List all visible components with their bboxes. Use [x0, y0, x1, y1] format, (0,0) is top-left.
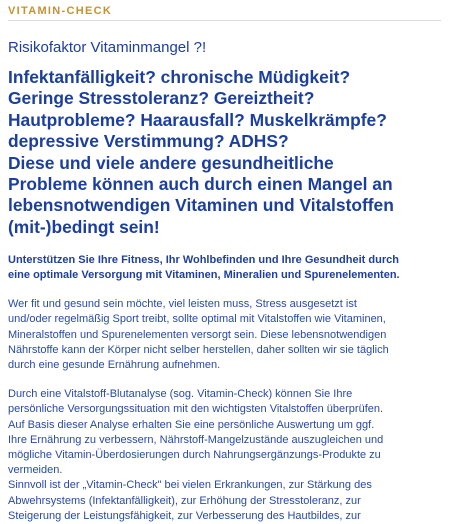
paragraph-line: und/oder regelmäßig Sport treibt, sollte optimal mit Vitalstoffen wie Vitaminen,	[8, 313, 386, 326]
headline-line: Geringe Stresstoleranz? Gereiztheit?	[8, 88, 315, 109]
paragraph-line: mögliche Vitamin-Überdosierungen durch Nahrungsergänzungs-Produkte zu	[8, 449, 381, 462]
lead-line: eine optimale Versorgung mit Vitaminen, Mineralien und Spurenelementen.	[8, 269, 400, 282]
body-paragraph-1	[8, 297, 441, 373]
brand-title: VITAMIN-CHECK	[8, 5, 113, 17]
paragraph-line: Auf Basis dieser Analyse erhalten Sie eine persönliche Auswertung um ggf.	[8, 418, 375, 431]
lead-line: Unterstützen Sie Ihre Fitness, Ihr Wohlbefinden und Ihre Gesundheit durch	[8, 254, 399, 267]
lead-paragraph	[8, 253, 441, 283]
paragraph-line: vermeiden.	[8, 464, 63, 477]
headline-block	[8, 67, 441, 238]
headline-line: (mit-)bedingt sein!	[8, 216, 160, 237]
headline-line: depressive Verstimmung? ADHS?	[8, 131, 289, 152]
headline-line: Diese und viele andere gesundheitliche	[8, 152, 334, 173]
headline-line: Infektanfälligkeit? chronische Müdigkeit?	[8, 67, 351, 87]
headline-line: lebensnotwendigen Vitaminen und Vitalstoffen	[8, 195, 394, 216]
paragraph-line: Abwehrsystems (Infektanfälligkeit), zur Erhöhung der Stresstoleranz, zur	[8, 494, 361, 507]
paragraph-line: Ihre Ernährung zu verbessern, Nährstoff-Mangelzustände auszugleichen und	[8, 433, 384, 446]
paragraph-line: Sinnvoll ist der „Vitamin-Check" bei vielen Erkrankungen, zur Stärkung des	[8, 479, 372, 492]
headline-line: Hautprobleme? Haarausfall? Muskelkrämpfe?	[8, 109, 387, 130]
divider	[8, 20, 441, 21]
paragraph-line: Steigerung der Leistungsfähigkeit, zur Verbesserung des Hautbildes, zur	[8, 509, 361, 522]
subheading: Risikofaktor Vitaminmangel ?!	[8, 39, 207, 56]
paragraph-line: persönliche Versorgungssituation mit den wichtigsten Vitalstoffen überprüfen.	[8, 403, 384, 416]
body-paragraph-2	[8, 387, 441, 524]
paragraph-line: Nährstoffe kann der Körper nicht selber herstellen, daher sollten wir sie täglich	[8, 343, 389, 356]
headline-line: Probleme können auch durch einen Mangel an	[8, 174, 393, 195]
paragraph-line: durch eine gesunde Ernährung aufnehmen.	[8, 359, 221, 372]
paragraph-line: Mineralstoffen und Spurenelementen versorgt sein. Diese lebensnotwendigen	[8, 328, 387, 341]
paragraph-line: Durch eine Vitalstoff-Blutanalyse (sog. Vitamin-Check) können Sie Ihre	[8, 388, 353, 401]
paragraph-line: Wer fit und gesund sein möchte, viel leisten muss, Stress ausgesetzt ist	[8, 298, 357, 311]
